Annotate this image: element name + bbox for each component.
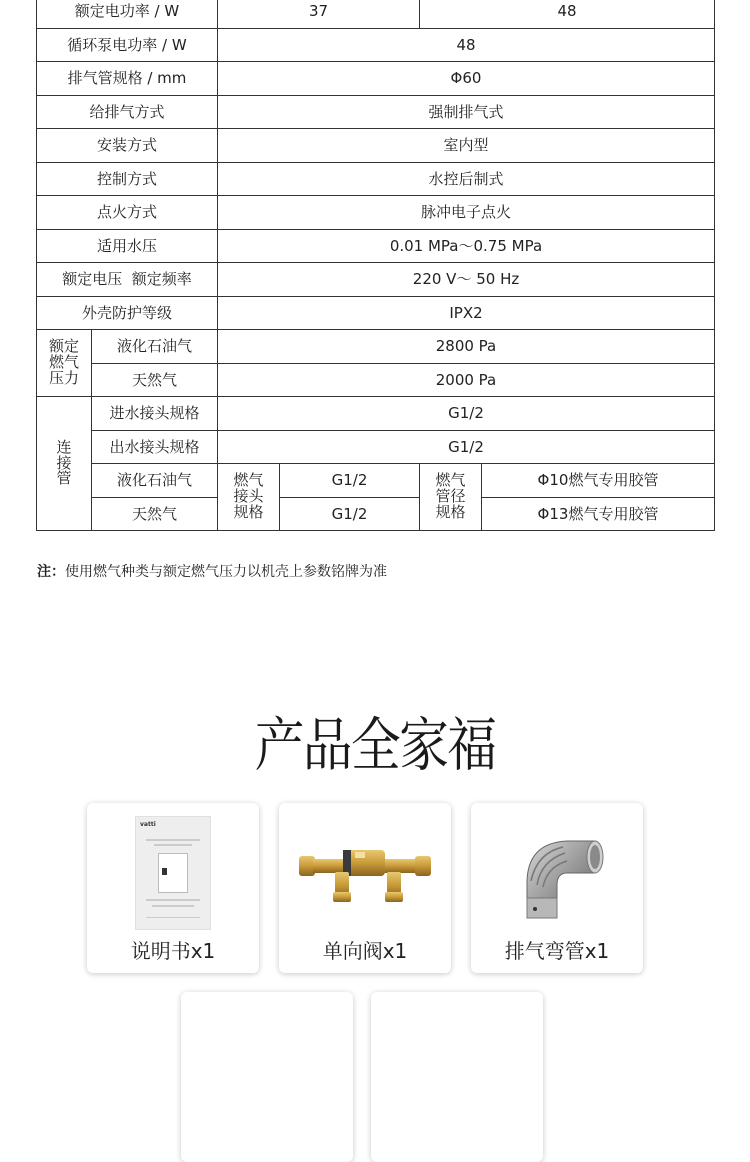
gas-pipe-label: 燃气管径规格 bbox=[420, 464, 482, 531]
conn-ng-label: 天然气 bbox=[92, 497, 218, 531]
control-mode-label: 控制方式 bbox=[37, 162, 218, 196]
water-outlet-value: G1/2 bbox=[218, 430, 715, 464]
gas-pressure-group-label: 额定燃气压力 bbox=[37, 330, 92, 397]
conn-lpg-joint-value: G1/2 bbox=[280, 464, 420, 498]
table-row bbox=[37, 430, 715, 464]
gas-pressure-lpg-label: 液化石油气 bbox=[92, 330, 218, 364]
check-valve-icon bbox=[295, 838, 435, 908]
water-inlet-label: 进水接头规格 bbox=[92, 397, 218, 431]
control-mode-value: 水控后制式 bbox=[218, 162, 715, 196]
voltage-frequency-label: 额定电压 额定频率 bbox=[37, 263, 218, 297]
table-row bbox=[37, 28, 715, 62]
exhaust-pipe-value: Φ60 bbox=[218, 62, 715, 96]
product-card-partial bbox=[181, 992, 353, 1162]
connection-group-label: 连接管 bbox=[37, 397, 92, 531]
water-pressure-label: 适用水压 bbox=[37, 229, 218, 263]
exhaust-mode-label: 给排气方式 bbox=[37, 95, 218, 129]
spec-table bbox=[36, 0, 715, 531]
product-card-exhaust-elbow bbox=[471, 803, 643, 973]
gas-pressure-ng-label: 天然气 bbox=[92, 363, 218, 397]
product-card-partial bbox=[371, 992, 543, 1162]
family-title: 产品全家福 bbox=[254, 711, 496, 779]
table-row bbox=[37, 129, 715, 163]
table-row bbox=[37, 95, 715, 129]
product-card-check-valve bbox=[279, 803, 451, 973]
table-row bbox=[37, 296, 715, 330]
table-row bbox=[37, 229, 715, 263]
table-row bbox=[37, 0, 715, 28]
rated-power-value-2: 48 bbox=[420, 0, 715, 28]
manual-brand: vatti bbox=[140, 821, 156, 828]
table-row bbox=[37, 263, 715, 297]
table-row bbox=[37, 363, 715, 397]
water-inlet-value: G1/2 bbox=[218, 397, 715, 431]
manual-icon bbox=[135, 816, 211, 930]
install-mode-value: 室内型 bbox=[218, 129, 715, 163]
protection-level-value: IPX2 bbox=[218, 296, 715, 330]
rated-power-value-1: 37 bbox=[218, 0, 420, 28]
voltage-frequency-value: 220 V～ 50 Hz bbox=[218, 263, 715, 297]
protection-level-label: 外壳防护等级 bbox=[37, 296, 218, 330]
gas-pressure-lpg-value: 2800 Pa bbox=[218, 330, 715, 364]
footnote-prefix: 注： bbox=[37, 564, 65, 580]
pump-power-value: 48 bbox=[218, 28, 715, 62]
table-row bbox=[37, 497, 715, 531]
table-row bbox=[37, 330, 715, 364]
table-row bbox=[37, 62, 715, 96]
product-card-manual bbox=[87, 803, 259, 973]
table-row bbox=[37, 397, 715, 431]
footnote bbox=[37, 561, 387, 581]
product-caption: 说明书x1 bbox=[130, 939, 216, 963]
conn-lpg-label: 液化石油气 bbox=[92, 464, 218, 498]
rated-power-label: 额定电功率 / W bbox=[37, 0, 218, 28]
exhaust-elbow-icon bbox=[507, 823, 607, 923]
table-row bbox=[37, 464, 715, 498]
ignition-mode-value: 脉冲电子点火 bbox=[218, 196, 715, 230]
ignition-mode-label: 点火方式 bbox=[37, 196, 218, 230]
conn-lpg-pipe-value: Φ10燃气专用胶管 bbox=[482, 464, 715, 498]
product-caption: 单向阀x1 bbox=[322, 939, 408, 963]
exhaust-pipe-label: 排气管规格 / mm bbox=[37, 62, 218, 96]
gas-pressure-ng-value: 2000 Pa bbox=[218, 363, 715, 397]
product-caption: 排气弯管x1 bbox=[504, 939, 610, 963]
conn-ng-joint-value: G1/2 bbox=[280, 497, 420, 531]
conn-ng-pipe-value: Φ13燃气专用胶管 bbox=[482, 497, 715, 531]
water-pressure-value: 0.01 MPa～0.75 MPa bbox=[218, 229, 715, 263]
gas-joint-label: 燃气接头规格 bbox=[218, 464, 280, 531]
table-row bbox=[37, 162, 715, 196]
install-mode-label: 安装方式 bbox=[37, 129, 218, 163]
pump-power-label: 循环泵电功率 / W bbox=[37, 28, 218, 62]
table-row bbox=[37, 196, 715, 230]
exhaust-mode-value: 强制排气式 bbox=[218, 95, 715, 129]
footnote-text: 使用燃气种类与额定燃气压力以机壳上参数铭牌为准 bbox=[65, 564, 387, 580]
water-outlet-label: 出水接头规格 bbox=[92, 430, 218, 464]
